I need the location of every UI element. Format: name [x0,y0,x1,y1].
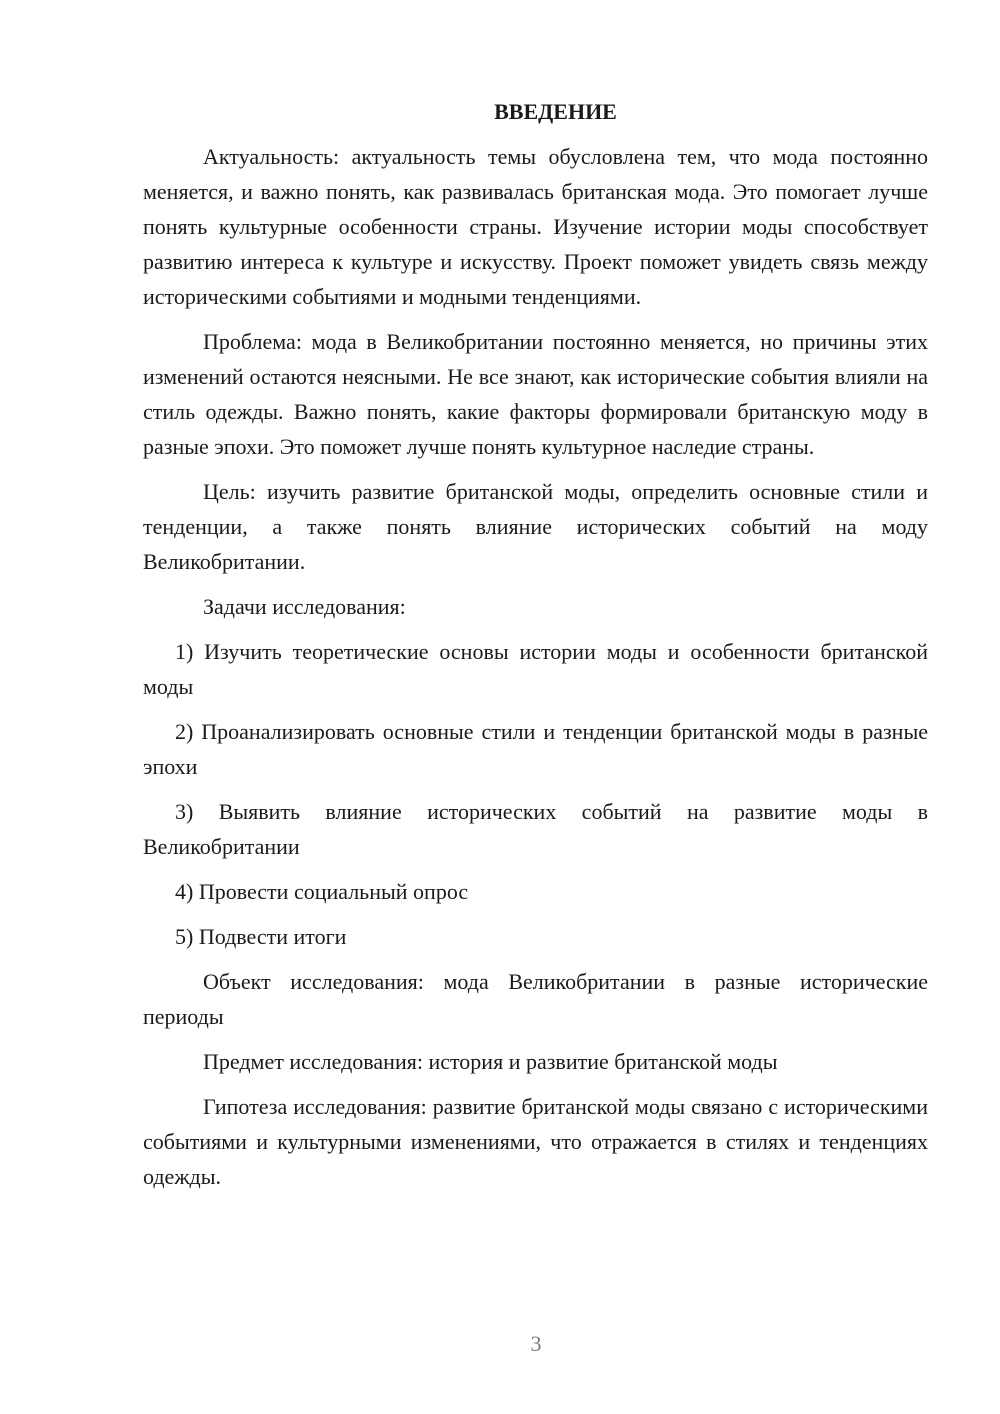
problem-paragraph: Проблема: мода в Великобритании постоянно меняется, но причины этих изменений остаются неясными. Не все знают, как исторические события влияли на стиль одежды. Важно понять, какие факторы формировали британскую моду в разные эпохи. Это поможет лучше понять культурное наследие страны. [143,329,928,459]
subject-paragraph: Предмет исследования: история и развитие британской моды [203,1049,778,1074]
task-item: 5) Подвести итоги [175,924,347,949]
task-item: 3) Выявить влияние исторических событий на развитие моды в Великобритании [143,799,928,859]
task-item: 1) Изучить теоретические основы истории моды и особенности британской моды [143,639,928,699]
task-item: 2) Проанализировать основные стили и тенденции британской моды в разные эпохи [143,719,928,779]
relevance-paragraph: Актуальность: актуальность темы обусловлена тем, что мода постоянно меняется, и важно понять, как развивалась британская мода. Это помогает лучше понять культурные особенности страны. Изучение истории моды способствует развитию интереса к культуре и искусству. Проект поможет увидеть связь между историческими событиями и модными тенденциями. [143,144,928,309]
goal-paragraph: Цель: изучить развитие британской моды, определить основные стили и тенденции, а также понять влияние исторических событий на моду Великобритании. [143,479,928,574]
task-item: 4) Провести социальный опрос [175,879,469,904]
object-paragraph: Объект исследования: мода Великобритании в разные исторические периоды [143,969,928,1029]
tasks-heading: Задачи исследования: [203,594,406,619]
page-content [143,94,928,1204]
page-number: 3 [530,1331,542,1356]
page-title: ВВЕДЕНИЕ [494,99,617,124]
hypothesis-paragraph: Гипотеза исследования: развитие британской моды связано с историческими событиями и культурными изменениями, что отражается в стилях и тенденциях одежды. [143,1094,928,1189]
